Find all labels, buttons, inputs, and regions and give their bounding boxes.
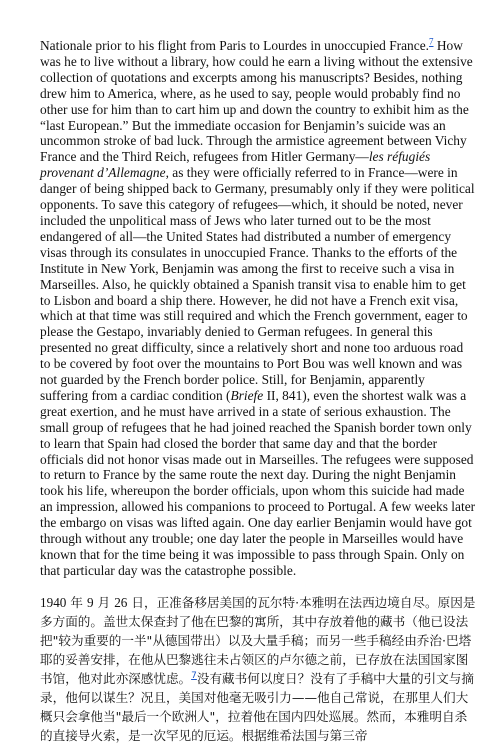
day: 26: [114, 594, 128, 610]
text-segment: How was he to live without a library, how could he earn a living without the extensive collection of quotations and excerpts among his manuscripts? Besides, nothing drew him to America, where, as he used to say, people would probably find no other use for him than to cart him up and down the country to exhibit him as the “last European.” But the immediate occasion for Benjamin’s suicide was an uncommon stroke of bad luck. Through the armistice agreement between Vichy France and the Third Reich, refugees from Hitler Germany—: [40, 38, 473, 165]
text-segment: , as they were officially referred to in France—were in danger of being shipped back to Germany, presumably only if they were political opponents. To save this category of refugees—which, it should be noted, never included the unpolitical mass of Jews who later turned out to be the most endangered of all—the United States had distributed a number of emergency visas through its consulates in unoccupied France. Thanks to the efforts of the Institute in New York, Benjamin was among the first to receive such a visa in Marseilles. Also, he quickly obtained a Spanish transit visa to enable him to get to Lisbon and board a ship there. However, he did not have a French exit visa, which at that time was still required and which the French government, eager to please the Gestapo, invariably denied to German refugees. In general this presented no great difficulty, since a relatively short and none too arduous road to be covered by foot over the mountains to Port Bou was well known and was not guarded by the French border police. Still, for Benjamin, apparently suffering from a cardiac condition (: [40, 165, 475, 403]
italic-phrase: les réfugiés provenant d’Allemagne: [40, 149, 431, 181]
italic-title: Briefe: [230, 387, 264, 403]
page-body: [40, 38, 476, 746]
text-segment: Nationale prior to his flight from Paris to Lourdes in unoccupied France.: [40, 38, 429, 53]
text-segment: II, 841), even the shortest walk was a great exertion, and he must have arrived in a state of serious exhaustion. The small group of refugees that he had joined reached the Spanish border town only to learn that Spain had closed the border that same day and that the border officials did not honor visas made out in Marseilles. The refugees were supposed to return to France by the same route the next day. During the night Benjamin took his life, whereupon the border officials, upon whom this suicide had made an impression, allowed his companions to proceed to Portugal. A few weeks later the embargo on visas was lifted again. One day earlier Benjamin would have got through without any trouble; one day later the people in Marseilles would have known that for the time being it was impossible to pass through Spain. Only on that particular day was the catastrophe possible.: [40, 387, 476, 578]
text-segment: 年: [66, 594, 87, 610]
text-segment: 日，正准备移居美国的瓦尔特·本雅明在法西边境自尽。原因是多方面的。盖世太保查封了他在巴黎的寓所，其中存放着他的藏书（他已设法把"较为重要的一半"从德国带出）以及大量手稿；而另一些手稿经由乔治·巴塔耶的妥善安排，在他从巴黎逃往未占领区的卢尔德之前，已存放在法国国家图书馆，他对此亦深感忧虑。: [40, 594, 476, 687]
chinese-paragraph: [40, 593, 476, 746]
footnote-link[interactable]: 7: [428, 36, 434, 47]
text-segment: 月: [93, 594, 115, 610]
footnote-link[interactable]: 7: [191, 671, 197, 681]
text-segment: 没有藏书何以度日？没有了手稿中大量的引文与摘录，他何以谋生？况且，美国对他毫无吸引力——他自己常说，在那里人们大概只会拿他当"最后一个欧洲人"，拉着他在国内四处巡展。然而，本雅明自杀的直接导火索，是一次罕见的厄运。根据维希法国与第三帝: [40, 671, 474, 744]
year: 1940: [40, 594, 67, 610]
month: 9: [86, 594, 94, 610]
english-paragraph: [40, 38, 476, 579]
